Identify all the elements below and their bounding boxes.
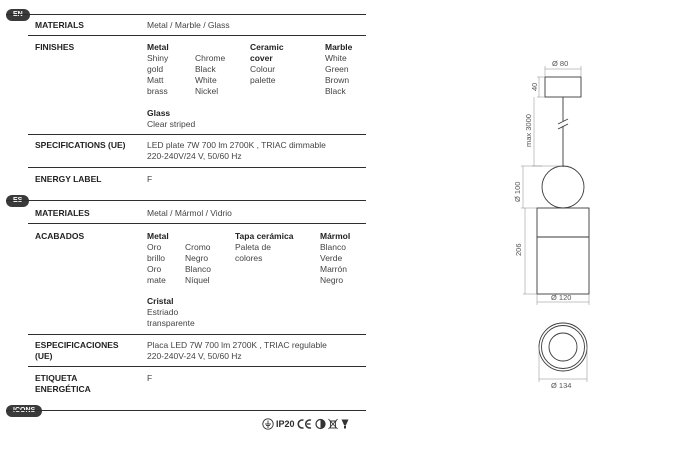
es-energy-value: F	[147, 373, 153, 383]
es-divider	[28, 334, 366, 335]
es-metal-item: Cromo	[185, 242, 211, 252]
en-ceramic-item: palette	[250, 75, 276, 85]
en-specs-label: SPECIFICATIONS (UE)	[35, 140, 126, 150]
en-metal-item: gold	[147, 64, 164, 74]
es-energy-label	[35, 373, 91, 395]
en-marble-item: Brown	[325, 75, 350, 85]
dim-top-diameter: Ø 80	[552, 59, 569, 68]
en-metal-item: Nickel	[195, 86, 219, 96]
lamp-technical-drawing	[485, 55, 625, 455]
es-materials-label: MATERIALES	[35, 208, 90, 218]
en-divider	[28, 35, 366, 36]
es-specs-label	[35, 340, 119, 362]
es-metal-item: brillo	[147, 253, 165, 263]
en-divider	[28, 134, 366, 135]
earth-ground-icon	[262, 418, 274, 430]
dim-plan-diameter: Ø 134	[551, 381, 572, 390]
en-finish-metal-col2	[195, 53, 225, 97]
ip-rating-text: IP20	[276, 419, 295, 429]
plan-view-middle-ring	[542, 326, 585, 369]
es-divider	[28, 223, 366, 224]
led-bulb-icon	[340, 418, 350, 430]
es-specs-line: 220-240V-24 V, 50/60 Hz	[147, 351, 242, 361]
en-marble-title: Marble	[325, 42, 353, 52]
en-metal-item: brass	[147, 86, 168, 96]
es-header-rule	[6, 200, 366, 201]
en-energy-label: ENERGY LABEL	[35, 174, 102, 184]
dim-body-height: 206	[514, 243, 523, 256]
es-marble-item: Negro	[320, 275, 344, 285]
en-specs-line: 220-240V/24 V, 50/60 Hz	[147, 151, 242, 161]
es-metal-item: mate	[147, 275, 166, 285]
en-materials-value: Metal / Marble / Glass	[147, 20, 230, 30]
en-finish-metal	[147, 42, 169, 97]
es-finish-glass	[147, 296, 195, 329]
es-specs-line: Placa LED 7W 700 lm 2700K , TRIAC regulable	[147, 340, 327, 350]
es-language-badge: ES	[6, 195, 29, 207]
en-metal-item: Chrome	[195, 53, 226, 63]
icons-header-rule	[6, 410, 366, 411]
es-finish-metal-col2	[185, 242, 211, 286]
es-energy-label-line: ETIQUETA	[35, 373, 78, 383]
dimmable-icon	[315, 418, 326, 430]
en-specs-value	[147, 140, 326, 162]
es-marble-item: Verde	[320, 253, 343, 263]
es-specs-label-line: ESPECIFICACIONES	[35, 340, 119, 350]
es-marble-item: Marrón	[320, 264, 347, 274]
es-glass-item: transparente	[147, 318, 195, 328]
en-metal-item: Shiny	[147, 53, 169, 63]
marble-sphere	[542, 166, 584, 208]
en-divider	[28, 167, 366, 168]
en-marble-item: White	[325, 53, 347, 63]
en-finish-glass	[147, 108, 195, 130]
dim-cable-length: max 3000	[524, 114, 533, 147]
es-specs-value	[147, 340, 327, 362]
es-specs-label-line: (UE)	[35, 351, 53, 361]
en-header-rule	[6, 14, 366, 15]
en-glass-item: Clear striped	[147, 119, 196, 129]
icons-badge: ICONS	[6, 405, 42, 417]
es-finish-metal	[147, 231, 169, 286]
en-ceramic-title: Ceramic	[250, 42, 284, 52]
en-metal-item: Matt	[147, 75, 164, 85]
es-marble-title: Mármol	[320, 231, 351, 241]
es-marble-item: Blanco	[320, 242, 346, 252]
es-glass-item: Estriado	[147, 307, 179, 317]
es-finishes-label: ACABADOS	[35, 231, 85, 241]
dim-sphere-diameter: Ø 100	[513, 181, 522, 202]
dim-body-diameter: Ø 120	[551, 293, 572, 302]
es-metal-item: Oro	[147, 264, 162, 274]
es-ceramic-item: colores	[235, 253, 263, 263]
es-materials-value: Metal / Mármol / Vidrio	[147, 208, 232, 218]
en-materials-label: MATERIALS	[35, 20, 84, 30]
en-glass-title: Glass	[147, 108, 171, 118]
es-ceramic-title: Tapa cerámica	[235, 231, 294, 241]
certification-icons-row	[262, 417, 350, 431]
es-metal-item: Níquel	[185, 275, 210, 285]
en-language-badge: EN	[6, 9, 30, 21]
es-glass-title: Cristal	[147, 296, 174, 306]
es-ceramic-item: Paleta de	[235, 242, 271, 252]
dim-canopy-height: 40	[530, 82, 539, 91]
es-energy-label-line: ENERGÉTICA	[35, 384, 91, 394]
es-metal-item: Oro	[147, 242, 162, 252]
es-finish-ceramic	[235, 231, 293, 264]
en-energy-value: F	[147, 174, 153, 184]
es-metal-item: Blanco	[185, 264, 211, 274]
es-metal-title: Metal	[147, 231, 169, 241]
en-finishes-label: FINISHES	[35, 42, 75, 52]
lamp-body	[537, 208, 589, 294]
ceiling-canopy	[545, 77, 581, 97]
plan-view-outer-ring	[539, 323, 587, 371]
es-finish-marble	[320, 231, 350, 286]
es-metal-item: Negro	[185, 253, 209, 263]
en-finish-marble	[325, 42, 352, 97]
en-marble-item: Black	[325, 86, 346, 96]
en-metal-title: Metal	[147, 42, 169, 52]
en-ceramic-item: Colour	[250, 64, 276, 74]
es-divider	[28, 366, 366, 367]
weee-bin-icon	[328, 418, 338, 430]
en-finish-ceramic	[250, 42, 284, 86]
en-metal-item: Black	[195, 64, 216, 74]
ce-mark-icon	[297, 418, 313, 430]
plan-view-inner-ring	[549, 333, 577, 361]
en-ceramic-title: cover	[250, 53, 273, 63]
en-specs-line: LED plate 7W 700 lm 2700K , TRIAC dimmable	[147, 140, 326, 150]
en-metal-item: White	[195, 75, 217, 85]
en-marble-item: Green	[325, 64, 349, 74]
